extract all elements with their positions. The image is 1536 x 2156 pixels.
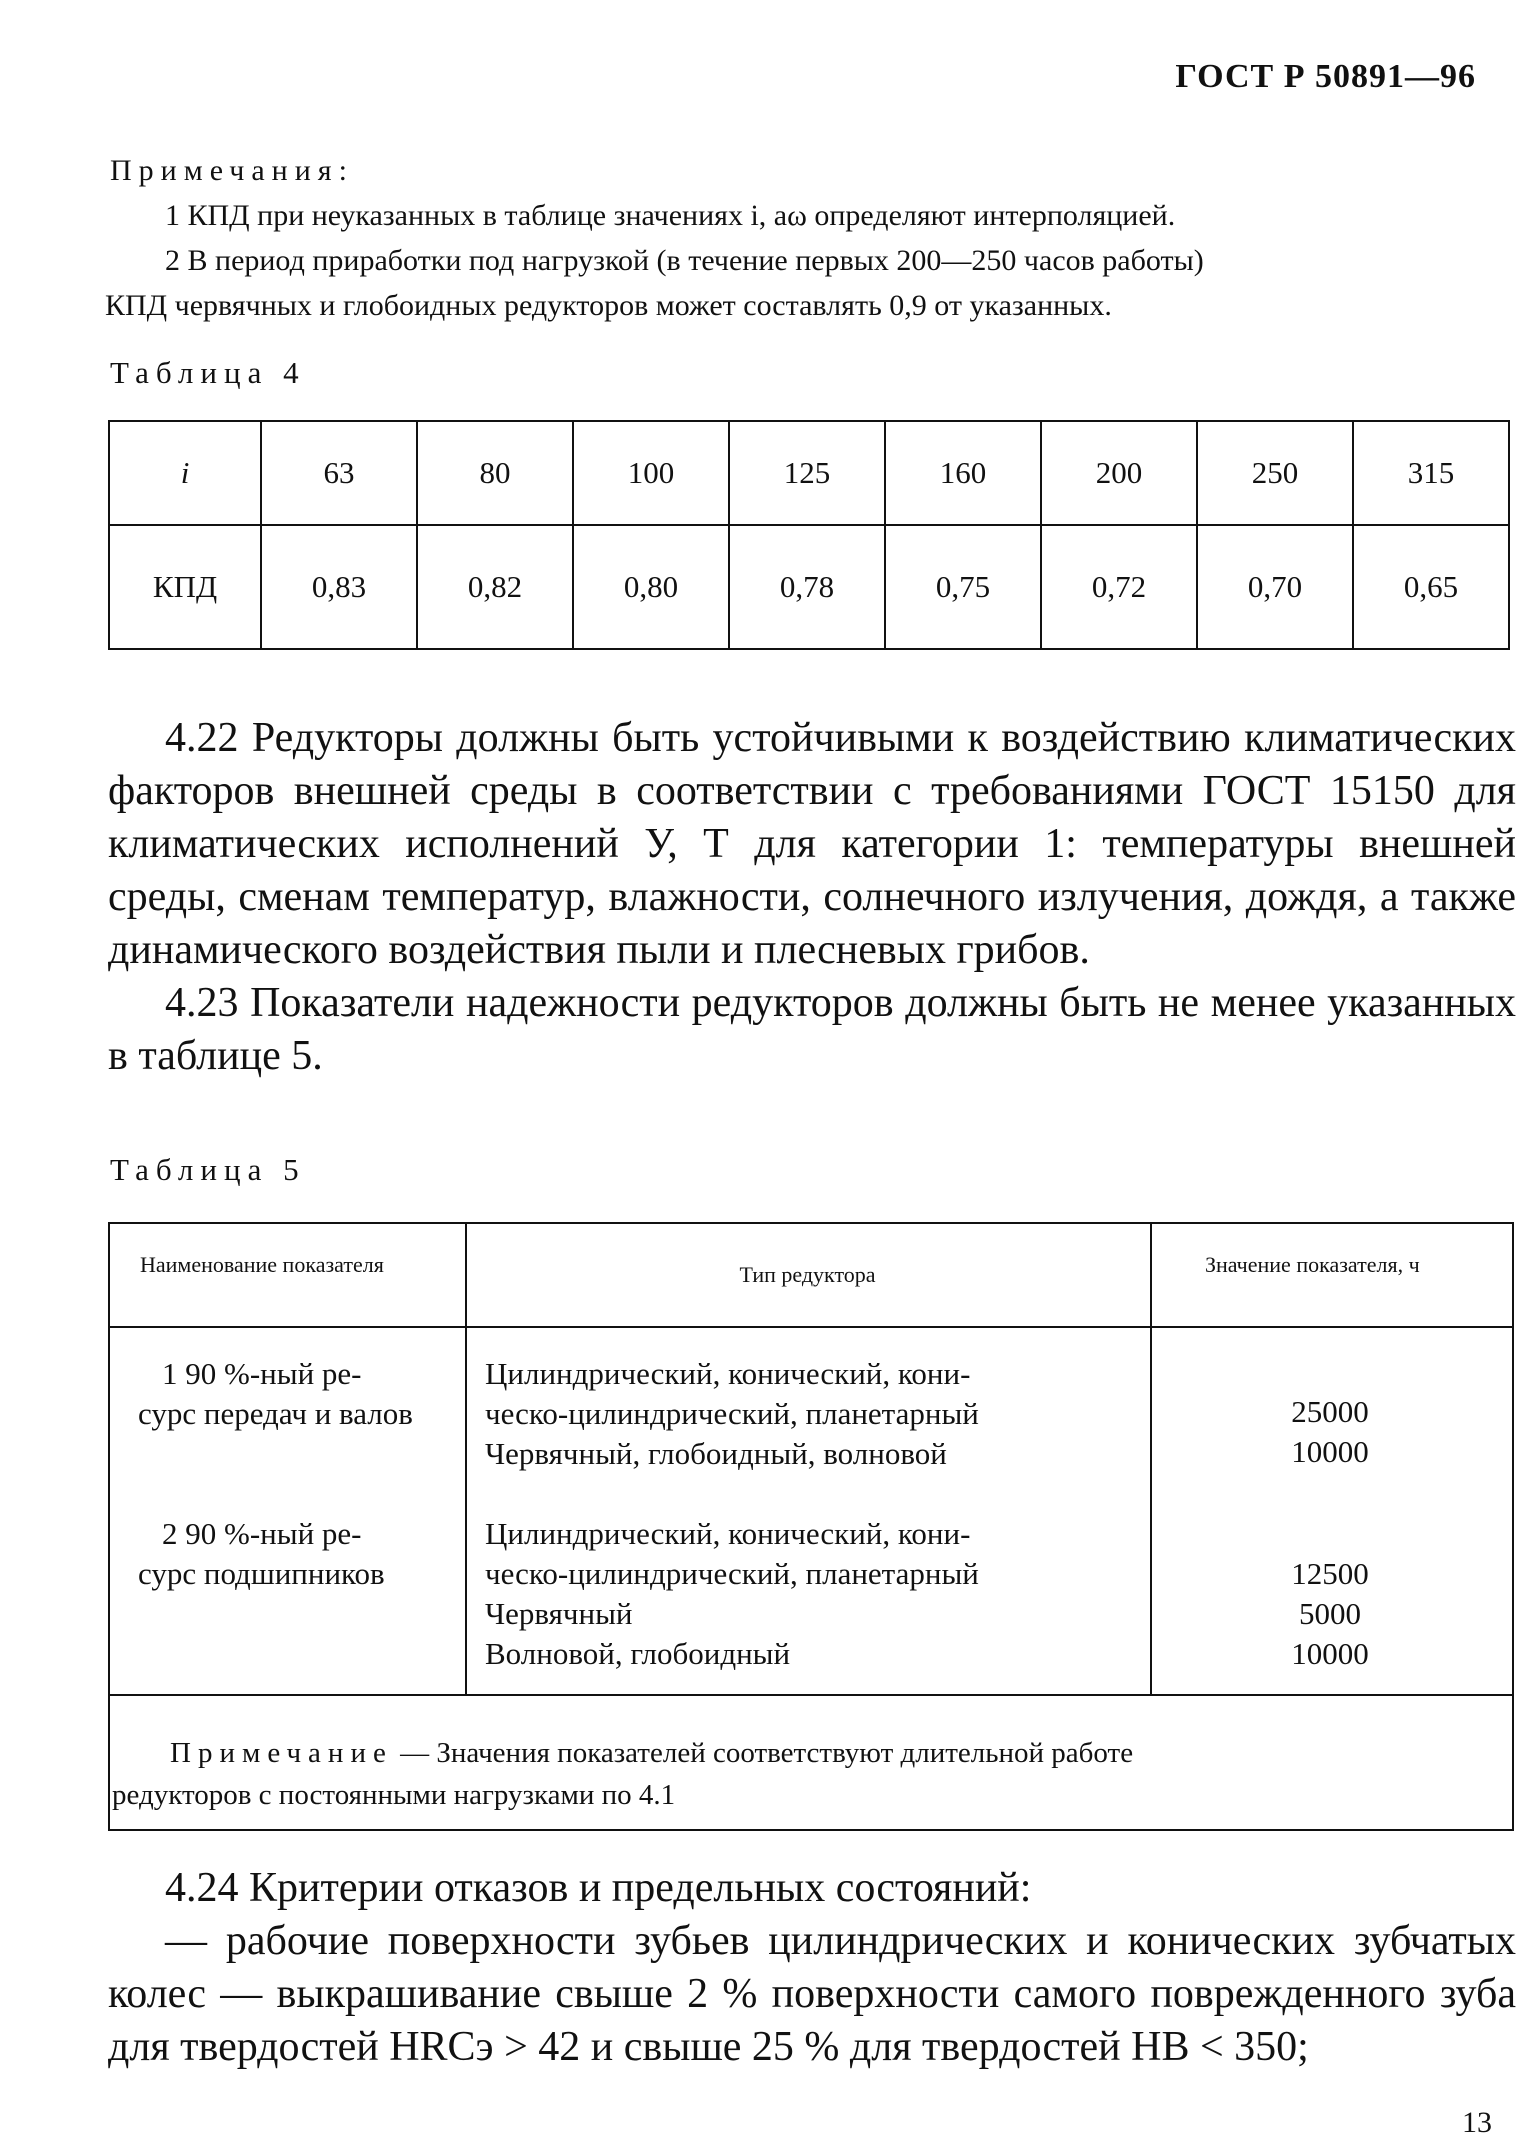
note-1: 1 КПД при неуказанных в таблице значениях i, aω определяют интерполяцией. [165, 199, 1176, 232]
table4-kpd-cell: 0,80 [573, 525, 729, 649]
table5-row2-value: 5000 [1299, 1596, 1361, 1631]
paragraph-4-23: 4.23 Показатели надежности редукторов должны быть не менее указанных в таблице 5. [108, 980, 1516, 1079]
table5-col-name-header: Наименование показателя [140, 1252, 384, 1277]
table5-note-text1: — Значения показателей соответствуют длительной работе [392, 1737, 1134, 1769]
table5-row1-value: 10000 [1291, 1434, 1369, 1469]
paragraph-4-24-line1: 4.24 Критерии отказов и предельных состояний: [165, 1865, 1032, 1911]
table4-kpd-cell: 0,72 [1041, 525, 1197, 649]
table5-row2-value: 12500 [1291, 1556, 1369, 1591]
table-4 [108, 420, 1510, 650]
paragraph-4-22: 4.22 Редукторы должны быть устойчивыми к воздействию климатических факторов внешней среды в соответствии с требованиями ГОСТ 15150 для климатических исполнений У, Т для категории 1: температуры внешней среды, сменам температур, влажности, солнечного излучения, дождя, а также динамического воздействия пыли и плесневых грибов. [108, 715, 1516, 973]
table5-col-type-header: Тип редуктора [739, 1262, 876, 1287]
table5-row1-type: ческо-цилиндрический, планетарный [485, 1396, 979, 1431]
table4-header-kpd: КПД [109, 525, 261, 649]
table4-caption: Таблица 4 [110, 355, 306, 390]
table5-divider [465, 1224, 467, 1694]
table5-note-line1 [112, 1732, 1502, 1774]
note-2-line1: 2 В период приработки под нагрузкой (в течение первых 200—250 часов работы) [165, 244, 1204, 277]
table5-row1-name-a: 1 90 %-ный ре- [162, 1356, 362, 1391]
table5-row1-type: Цилиндрический, конический, кони- [485, 1356, 971, 1391]
table4-i-cell: 80 [417, 421, 573, 525]
table4-kpd-cell: 0,83 [261, 525, 417, 649]
table4-i-cell: 100 [573, 421, 729, 525]
table5-note-line2: редукторов с постоянными нагрузками по 4.1 [112, 1779, 676, 1811]
document-header: ГОСТ Р 50891—96 [1175, 58, 1476, 95]
table5-col-value-header: Значение показателя, ч [1205, 1252, 1420, 1277]
table4-kpd-cell: 0,65 [1353, 525, 1509, 649]
table4-kpd-cell: 0,75 [885, 525, 1041, 649]
table4-i-cell: 125 [729, 421, 885, 525]
section-4-24 [108, 1862, 1516, 2074]
table4-i-cell: 63 [261, 421, 417, 525]
table5-row1-name-b: сурс передач и валов [138, 1396, 413, 1431]
table5-row2-name-b: сурс подшипников [138, 1556, 385, 1591]
table4-kpd-cell: 0,78 [729, 525, 885, 649]
page-number: 13 [1462, 2106, 1492, 2139]
table-row [109, 421, 1509, 525]
table5-row1-type: Червячный, глобоидный, волновой [485, 1436, 947, 1471]
table4-kpd-cell: 0,70 [1197, 525, 1353, 649]
table4-i-cell: 160 [885, 421, 1041, 525]
note-2-line2: КПД червячных и глобоидных редукторов может составлять 0,9 от указанных. [105, 289, 1112, 322]
table5-row2-value: 10000 [1291, 1636, 1369, 1671]
table-5 [108, 1222, 1514, 1831]
table5-note [112, 1732, 1502, 1816]
table4-i-cell: 200 [1041, 421, 1197, 525]
table5-row2-type: Волновой, глобоидный [485, 1636, 791, 1671]
paragraph-4-24-line2: — рабочие поверхности зубьев цилиндрических и конических зубчатых колес — выкрашивание свыше 2 % поверхности самого поврежденного зуба для твердостей HRCэ > 42 и свыше 25 % для твердостей НВ < 350; [108, 1918, 1516, 2070]
table4-i-cell: 315 [1353, 421, 1509, 525]
table5-header-rule [110, 1326, 1512, 1328]
table5-row2-type: ческо-цилиндрический, планетарный [485, 1556, 979, 1591]
table5-row2-name-a: 2 90 %-ный ре- [162, 1516, 362, 1551]
table5-note-rule [110, 1694, 1512, 1696]
table5-row2-type: Червячный [485, 1596, 633, 1631]
table-row [109, 525, 1509, 649]
table4-i-cell: 250 [1197, 421, 1353, 525]
notes-block [105, 148, 1510, 328]
table4-header-i: i [109, 421, 261, 525]
table5-row1-value: 25000 [1291, 1394, 1369, 1429]
table5-row2-type: Цилиндрический, конический, кони- [485, 1516, 971, 1551]
table5-caption: Таблица 5 [110, 1152, 306, 1187]
section-4-22 [108, 712, 1516, 1083]
notes-heading: Примечания: [110, 154, 354, 187]
table5-note-label: Примечание [170, 1737, 393, 1769]
table4-kpd-cell: 0,82 [417, 525, 573, 649]
